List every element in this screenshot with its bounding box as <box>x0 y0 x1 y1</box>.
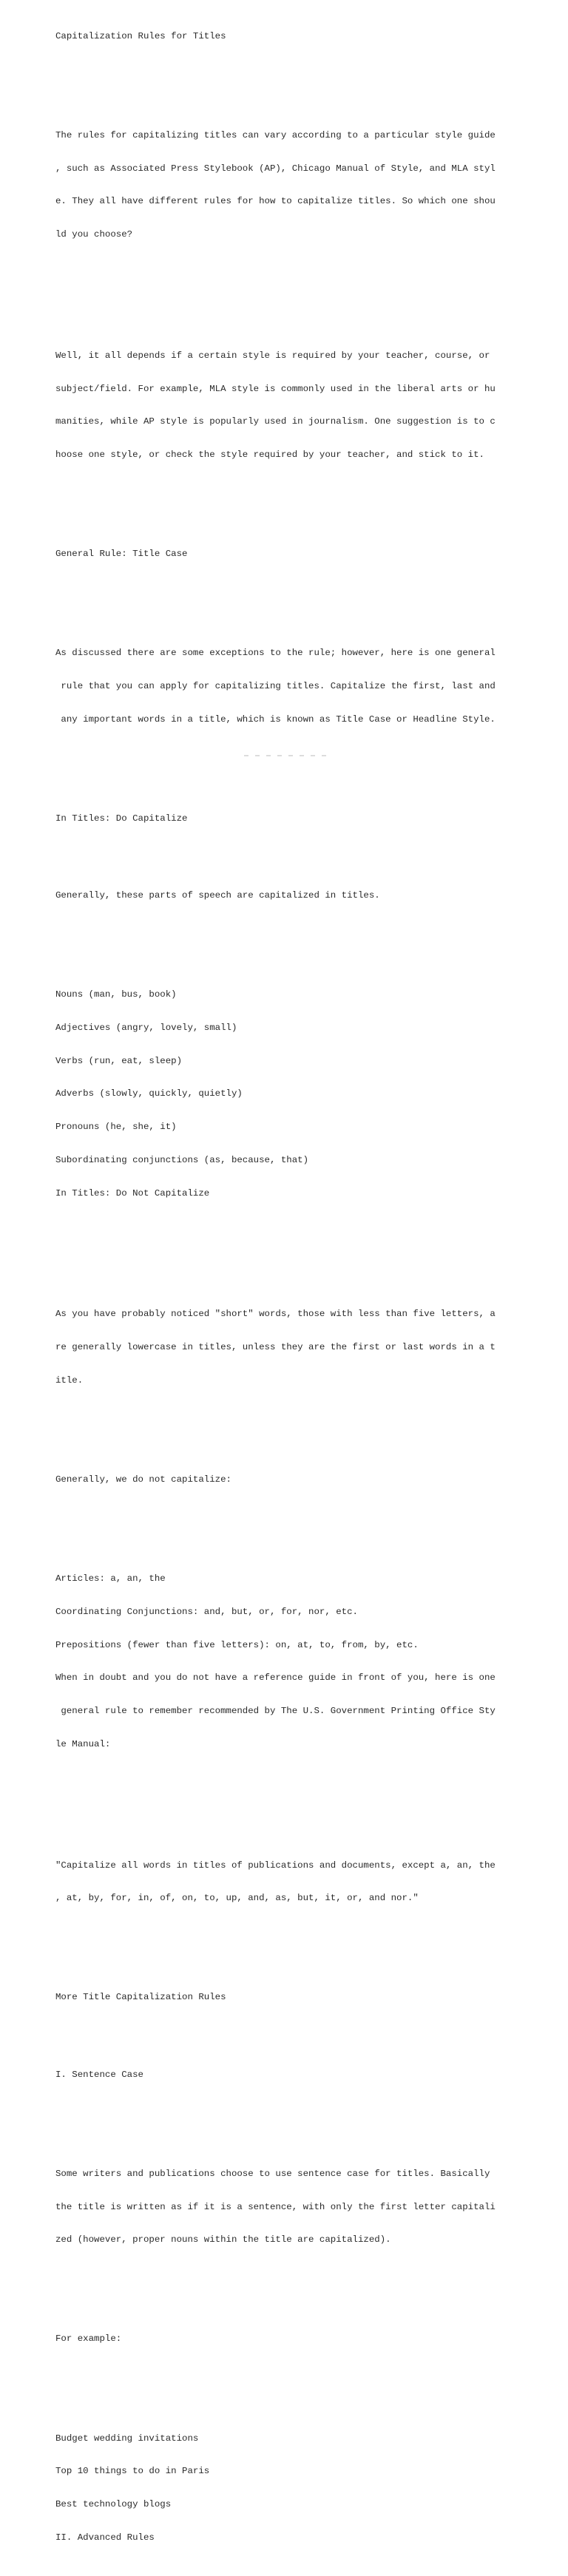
spacer <box>55 1508 514 1519</box>
text-line: ld you choose? <box>55 229 133 240</box>
spacer <box>55 769 514 780</box>
spacer <box>55 505 514 516</box>
heading-do-capitalize: In Titles: Do Capitalize <box>55 813 188 824</box>
list-item: Adverbs (slowly, quickly, quietly) <box>55 1088 243 1099</box>
text-line: , at, by, for, in, of, on, to, up, and, as, but, it, or, and nor." <box>55 1893 419 1904</box>
spacer <box>55 2290 514 2301</box>
gpo-quote <box>55 1838 514 1926</box>
text-line: zed (however, proper nouns within the title are capitalized). <box>55 2234 391 2245</box>
text-line: general rule to remember recommended by The U.S. Government Printing Office Sty <box>55 1705 496 1716</box>
do-not-capitalize-intro: Generally, we do not capitalize: <box>55 1474 231 1485</box>
do-capitalize-list <box>55 968 514 1221</box>
text-line: rule that you can apply for capitalizing titles. Capitalize the first, last and <box>55 681 496 692</box>
list-item: Coordinating Conjunctions: and, but, or, for, nor, etc. <box>55 1606 358 1617</box>
list-item: Articles: a, an, the <box>55 1573 166 1584</box>
text-line: , such as Associated Press Stylebook (AP), Chicago Manual of Style, and MLA styl <box>55 163 496 174</box>
spacer <box>55 1794 514 1805</box>
heading-advanced-rules: II. Advanced Rules <box>55 2532 155 2543</box>
examples-list <box>55 2411 514 2566</box>
text-line: As you have probably noticed "short" words, those with less than five letters, a <box>55 1309 496 1320</box>
list-item: Best technology blogs <box>55 2498 172 2509</box>
spacer <box>55 847 514 858</box>
list-item: Subordinating conjunctions (as, because, that) <box>55 1154 309 1165</box>
heading-more-rules: More Title Capitalization Rules <box>55 1992 226 2003</box>
list-item: Adjectives (angry, lovely, small) <box>55 1023 237 1034</box>
text-line: "Capitalize all words in titles of publications and documents, except a, an, the <box>55 1860 496 1871</box>
list-item: Prepositions (fewer than five letters): on, at, to, from, by, etc. <box>55 1639 419 1650</box>
sentence-case-paragraph <box>55 2146 514 2268</box>
spacer <box>55 2367 514 2378</box>
heading-sentence-case: I. Sentence Case <box>55 2069 143 2080</box>
short-words-paragraph <box>55 1287 514 1409</box>
text-line: The rules for capitalizing titles can vary according to a particular style guide <box>55 129 496 140</box>
text-line: Some writers and publications choose to use sentence case for titles. Basically <box>55 2168 490 2179</box>
list-item: Budget wedding invitations <box>55 2433 199 2444</box>
spacer <box>55 2102 514 2113</box>
list-item: Pronouns (he, she, it) <box>55 1122 177 1133</box>
text-line: re generally lowercase in titles, unless they are the first or last words in a t <box>55 1342 496 1353</box>
text-line: When in doubt and you do not have a reference guide in front of you, here is one <box>55 1672 496 1684</box>
spacer <box>55 2025 514 2036</box>
text-line: itle. <box>55 1375 84 1386</box>
spacer <box>55 582 514 593</box>
text-line: As discussed there are some exceptions to the rule; however, here is one general <box>55 648 496 659</box>
text-line: subject/field. For example, MLA style is commonly used in the liberal arts or hu <box>55 383 496 394</box>
text-line: any important words in a title, which is known as Title Case or Headline Style. <box>55 714 496 725</box>
for-example-label: For example: <box>55 2333 122 2345</box>
do-capitalize-intro: Generally, these parts of speech are capitalized in titles. <box>55 890 380 901</box>
text-line: le Manual: <box>55 1738 111 1749</box>
list-item: Nouns (man, bus, book) <box>55 989 177 1000</box>
heading-general-rule: General Rule: Title Case <box>55 549 188 560</box>
spacer <box>55 1430 514 1441</box>
text-line: Well, it all depends if a certain style is required by your teacher, course, or <box>55 350 490 361</box>
text-line: manities, while AP style is popularly used in journalism. One suggestion is to c <box>55 416 496 427</box>
document-body <box>55 9 514 2576</box>
intro-paragraph-2 <box>55 328 514 483</box>
spacer <box>55 923 514 935</box>
page-footer-artifact <box>244 751 340 757</box>
spacer <box>55 64 514 75</box>
document-title: Capitalization Rules for Titles <box>55 30 226 41</box>
heading-do-not-capitalize: In Titles: Do Not Capitalize <box>55 1187 210 1199</box>
general-rule-paragraph <box>55 626 514 748</box>
spacer <box>55 285 514 296</box>
text-line: e. They all have different rules for how to capitalize titles. So which one shou <box>55 196 496 207</box>
list-item: Verbs (run, eat, sleep) <box>55 1055 183 1066</box>
intro-paragraph-1 <box>55 108 514 262</box>
list-item: Top 10 things to do in Paris <box>55 2466 210 2477</box>
spacer <box>55 1948 514 1959</box>
text-line: the title is written as if it is a sentence, with only the first letter capitali <box>55 2201 496 2212</box>
do-not-capitalize-list <box>55 1551 514 1772</box>
text-line: hoose one style, or check the style required by your teacher, and stick to it. <box>55 450 484 461</box>
spacer <box>55 1243 514 1254</box>
